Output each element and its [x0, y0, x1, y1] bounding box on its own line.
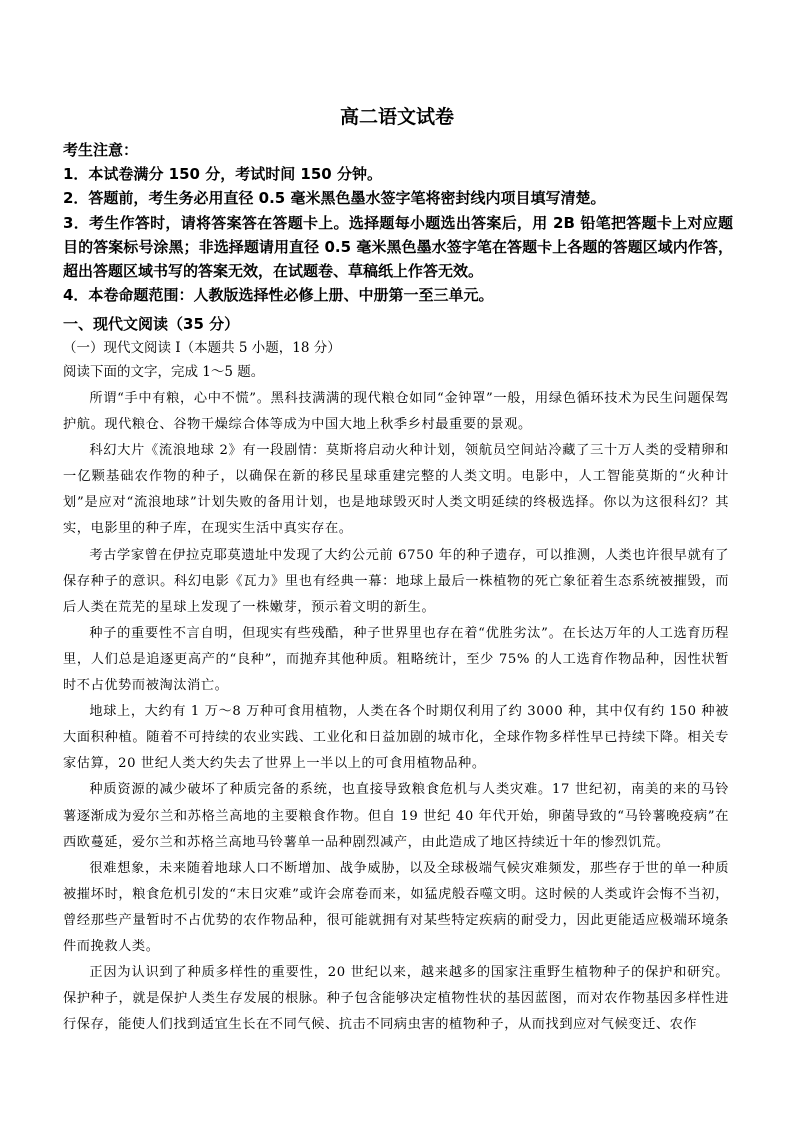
section-subheading: （一）现代文阅读 I（本题共 5 小题，18 分）: [63, 340, 341, 356]
passage-paragraph: 地球上，大约有 1 万～8 万种可食用植物，人类在各个时期仅利用了约 3000 种，其中仅有约 150 种被大面积种植。随着不可持续的农业实践、工业化和日益加剧的城市化，全球作物多样性早已持续下降。相关专家估算，20 世纪人类大约失去了世界上一半以上的可食用植物品种。: [63, 704, 729, 772]
notice-item-4: 4．本卷命题范围：人教版选择性必修上册、中册第一至三单元。: [63, 286, 494, 305]
passage-paragraph: 正因为认识到了种质多样性的重要性，20 世纪以来，越来越多的国家注重野生植物种子的保护和研究。保护种子，就是保护人类生存发展的根脉。种子包含能够决定植物性状的基因蓝图，而对农作物基因多样性进行保存，能使人们找到适宜生长在不同气候、抗击不同病虫害的植物种子，从而找到应对气候变迁、农作: [63, 965, 729, 1033]
notice-heading: 考生注意：: [63, 141, 139, 159]
passage-paragraph: 考古学家曾在伊拉克耶莫遗址中发现了大约公元前 6750 年的种子遗存，可以推测，人类也许很早就有了保存种子的意识。科幻电影《瓦力》里也有经典一幕：地球上最后一株植物的死亡象征着生态系统被摧毁，而后人类在荒芜的星球上发现了一株嫩芽，预示着文明的新生。: [63, 547, 729, 615]
exam-title: 高二语文试卷: [339, 106, 454, 128]
reading-instruction: 阅读下面的文字，完成 1～5 题。: [63, 364, 265, 380]
passage-paragraph: 种子的重要性不言自明，但现实有些残酷，种子世界里也存在着“优胜劣汰”。在长达万年的人工选育历程里，人们总是追逐更高产的“良种”，而抛弃其他种质。粗略统计，至少 75% 的人工选育作物品种，因性状暂时不占优势而被淘汰消亡。: [63, 625, 729, 694]
passage-paragraph: 所谓“手中有粮，心中不慌”。黑科技满满的现代粮仓如同“金钟罩”一般，用绿色循环技术为民生问题保驾护航。现代粮仓、谷物干燥综合体等成为中国大地上秋季乡村最重要的景观。: [63, 391, 729, 433]
section-heading: 一、现代文阅读（35 分）: [63, 315, 240, 333]
passage-paragraph: 科幻大片《流浪地球 2》有一段剧情：莫斯将启动火种计划，领航员空间站冷藏了三十万人类的受精卵和一亿颗基础农作物的种子，以确保在新的移民星球重建完整的人类文明。电影中，人工智能莫斯的“火种计划”是应对“流浪地球”计划失败的备用计划，也是地球毁灭时人类文明延续的终极选择。你以为这很科幻？其实，电影里的种子库，在现实生活中真实存在。: [63, 443, 729, 537]
candidate-notice: [63, 138, 733, 307]
notice-item-3: 3．考生作答时，请将答案答在答题卡上。选择题每小题选出答案后，用 2B 铅笔把答题卡上对应题目的答案标号涂黑；非选择题请用直径 0.5 毫米黑色墨水签字笔在答题卡上各题的答题区域内作答，超出答题区域书写的答案无效，在试题卷、草稿纸上作答无效。: [63, 213, 733, 281]
notice-item-2: 2．答题前，考生务必用直径 0.5 毫米黑色墨水签字笔将密封线内项目填写清楚。: [63, 189, 606, 208]
passage-paragraph: 种质资源的减少破坏了种质完备的系统，也直接导致粮食危机与人类灾难。17 世纪初，南美的来的马铃薯逐渐成为爱尔兰和苏格兰高地的主要粮食作物。但自 19 世纪 40 年代开始，卵菌导致的“马铃薯晚疫病”在西欧蔓延，爱尔兰和苏格兰高地马铃薯单一品种剧烈减产，由此造成了地区持续近十年的惨烈饥荒。: [63, 782, 729, 850]
notice-item-1: 1．本试卷满分 150 分，考试时间 150 分钟。: [63, 165, 382, 184]
reading-passage: [63, 386, 729, 1038]
passage-paragraph: 很难想象，未来随着地球人口不断增加、战争威胁，以及全球极端气候灾难频发，那些存于世的单一种质被摧坏时，粮食危机引发的“末日灾难”或许会席卷而来，如猛虎般吞噬文明。这时候的人类或许会悔不当初，曾经那些产量暂时不占优势的农作物品种，很可能就拥有对某些特定疾病的耐受力，因此更能适应极端环境条件而挽救人类。: [63, 860, 729, 954]
